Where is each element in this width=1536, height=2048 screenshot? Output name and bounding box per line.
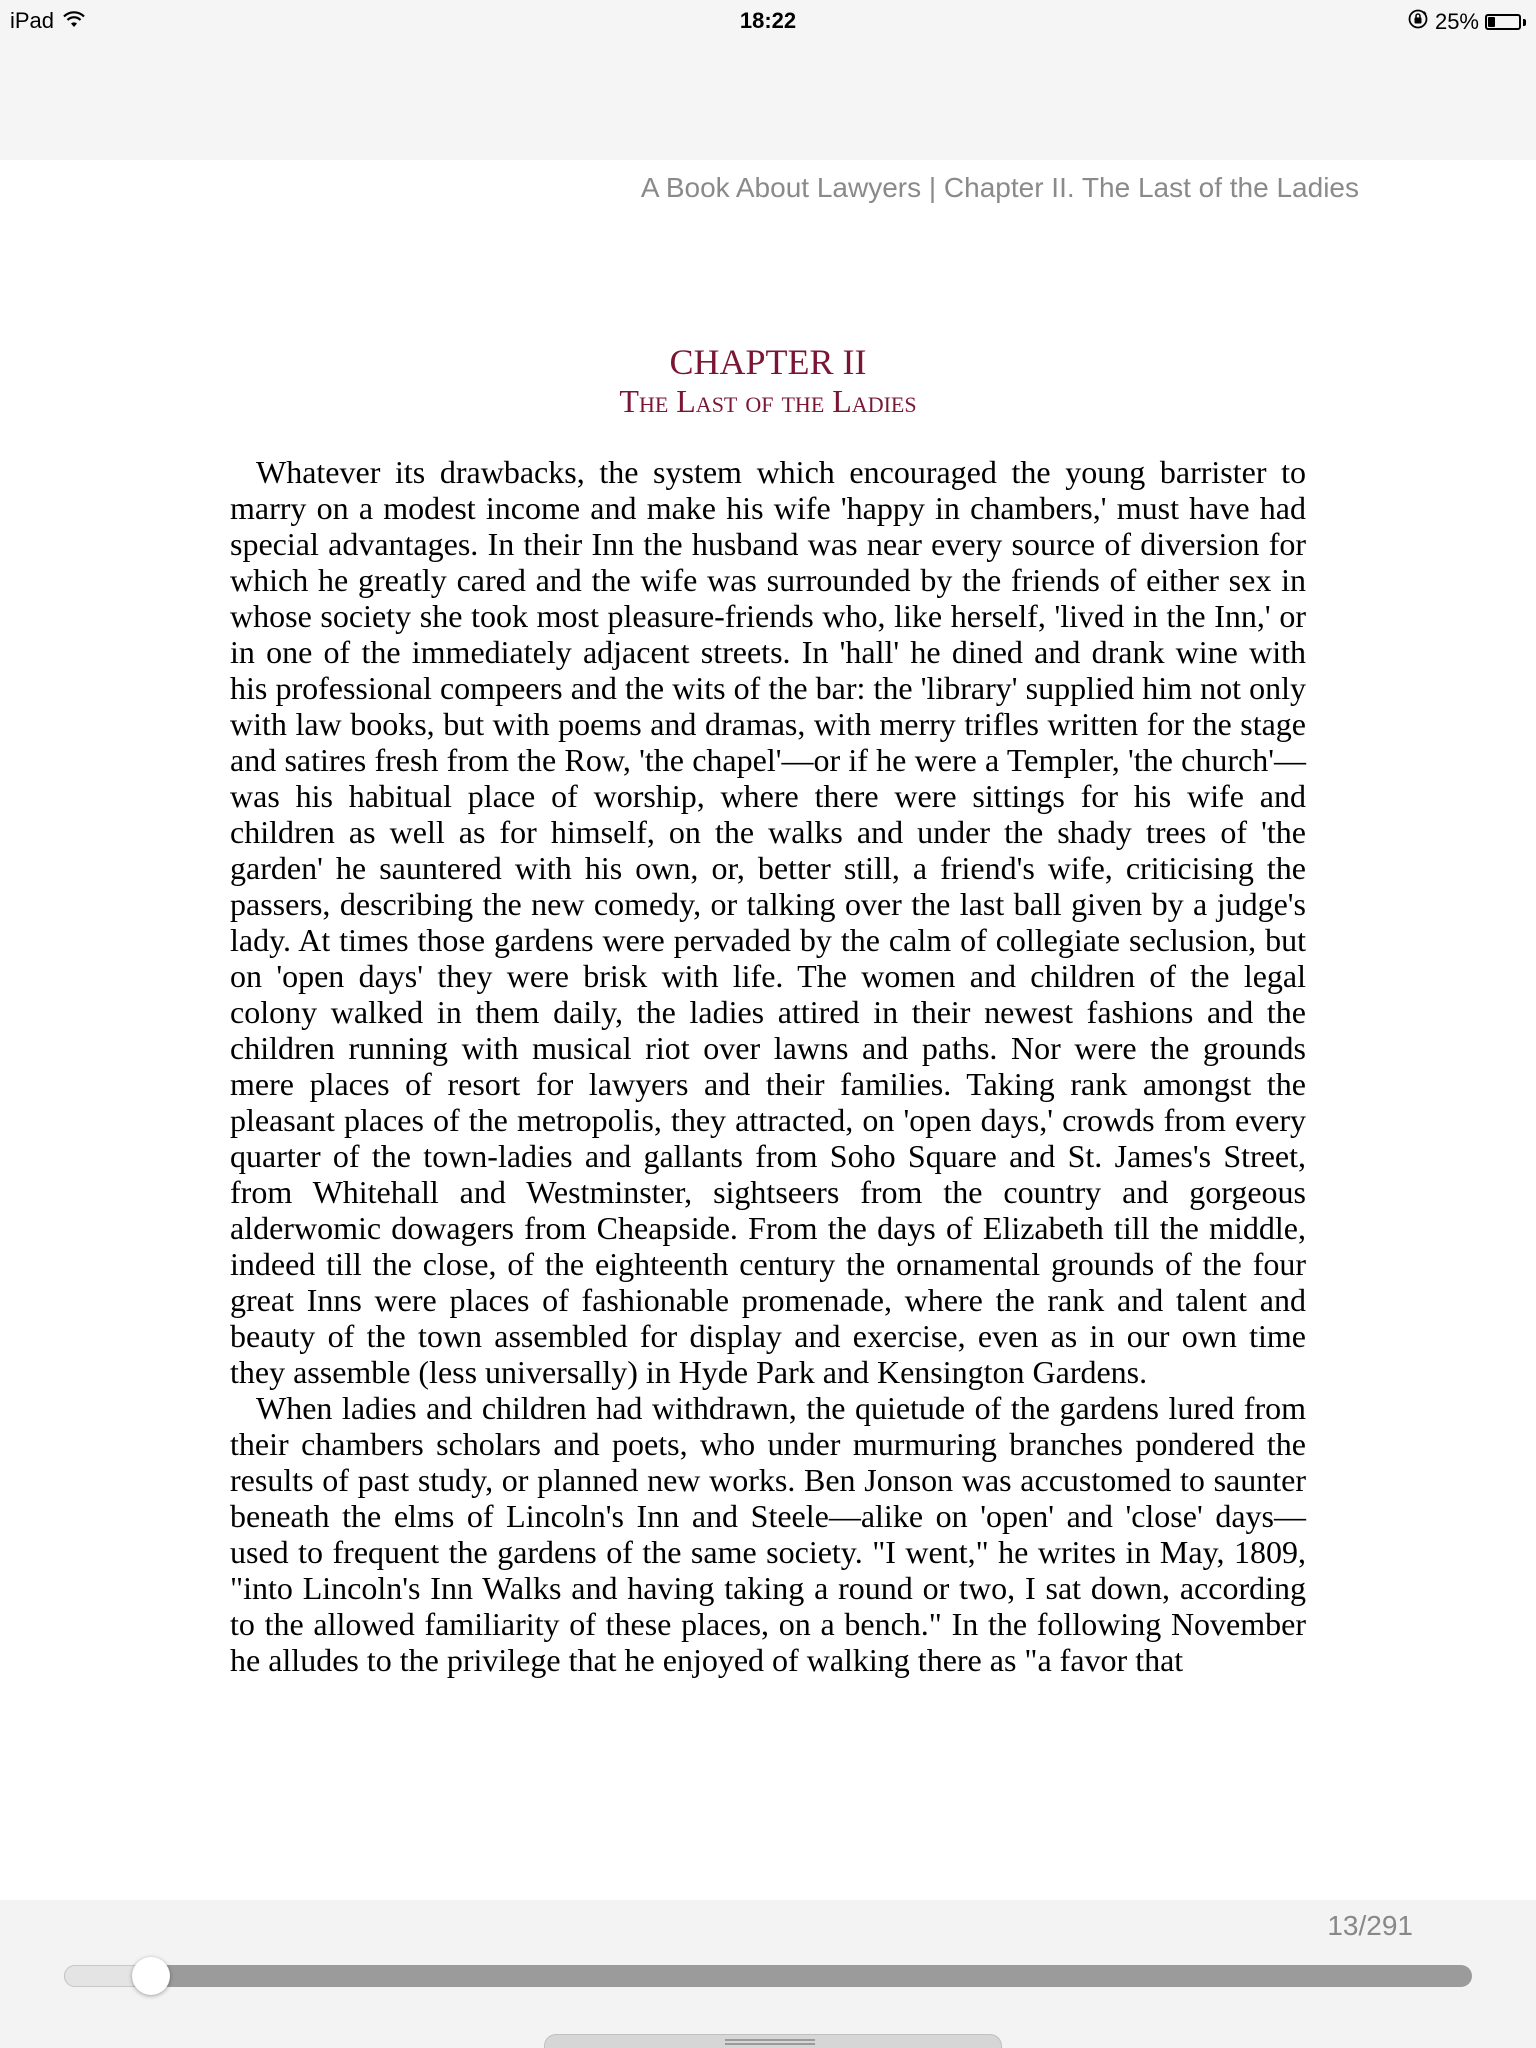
reader-top-bar[interactable] (0, 40, 1536, 160)
chapter-heading (230, 342, 1306, 420)
running-header: A Book About Lawyers | Chapter II. The Last of the Ladies (640, 172, 1359, 203)
battery-percent: 25% (1434, 9, 1479, 34)
device-name: iPad (10, 8, 55, 33)
orientation-lock-icon (1407, 8, 1429, 36)
battery-tip (1523, 19, 1526, 26)
page-text[interactable] (230, 454, 1306, 1678)
paragraph: Whatever its drawbacks, the system which encouraged the young barrister to marry on a modest income and make his wife 'happy in chambers,' must have had special advantages. In their Inn the husband was near every source of diversion for which he greatly cared and the wife was surrounded by the friends of either sex in whose society she took most pleasure-friends who, like herself, 'lived in the Inn,' or in one of the immediately adjacent streets. In 'hall' he dined and drank wine with his professional compeers and the wits of the bar: the 'library' supplied him not only with law books, but with poems and dramas, with merry trifles written for the stage and satires fresh from the Row, 'the chapel'—or if he were a Templer, 'the church'—was his habitual place of worship, where there were sittings for his wife and children as well as for himself, on the walks and under the shady trees of 'the garden' he sauntered with his own, or, better still, a friend's wife, criticising the passers, describing the new comedy, or talking over the last ball given by a judge's lady. At times those gardens were pervaded by the calm of collegiate seclusion, but on 'open days' they were brisk with life. The women and children of the legal colony walked in them daily, the ladies attired in their newest fashions and the children running with musical riot over lawns and paths. Nor were the grounds mere places of resort for lawyers and their families. Taking rank amongst the pleasant places of the metropolis, they attracted, on 'open days,' crowds from every quarter of the town-ladies and gallants from Soho Square and St. James's Street, from Whitehall and Westminster, sightseers from the country and gorgeous alderwomic dowagers from Cheapside. From the days of Elizabeth till the middle, indeed till the close, of the eighteenth century the ornamental grounds of the four great Inns were places of fashionable promenade, where the rank and talent and beauty of the town assembled for display and exercise, even as in our own time they assemble (less universally) in Hyde Park and Kensington Gardens. (230, 454, 1306, 1390)
status-time: 18:22 (739, 8, 797, 33)
grabber-icon (725, 2039, 815, 2045)
battery-level (1488, 17, 1495, 27)
battery-icon (1485, 14, 1521, 30)
status-bar (0, 0, 1536, 40)
drawer-handle[interactable] (544, 2034, 1002, 2048)
status-right (1407, 8, 1526, 36)
page-scrubber-knob[interactable] (132, 1957, 170, 1995)
page-scrubber-track[interactable] (64, 1965, 1472, 1987)
chapter-title: The Last of the Ladies (619, 383, 917, 419)
page-indicator: 13/291 (1327, 1910, 1413, 1941)
paragraph: When ladies and children had withdrawn, the quietude of the gardens lured from their chambers scholars and poets, who under murmuring branches pondered the results of past study, or planned new works. Ben Jonson was accustomed to saunter beneath the elms of Lincoln's Inn and Steele—alike on 'open' and 'close' days—used to frequent the gardens of the same society. "I went," he writes in May, 1809, "into Lincoln's Inn Walks and having taking a round or two, I sat down, according to the allowed familiarity of these places, on a bench." In the following November he alludes to the privilege that he enjoyed of walking there as "a favor that (230, 1390, 1306, 1678)
chapter-number: CHAPTER II (669, 342, 867, 382)
